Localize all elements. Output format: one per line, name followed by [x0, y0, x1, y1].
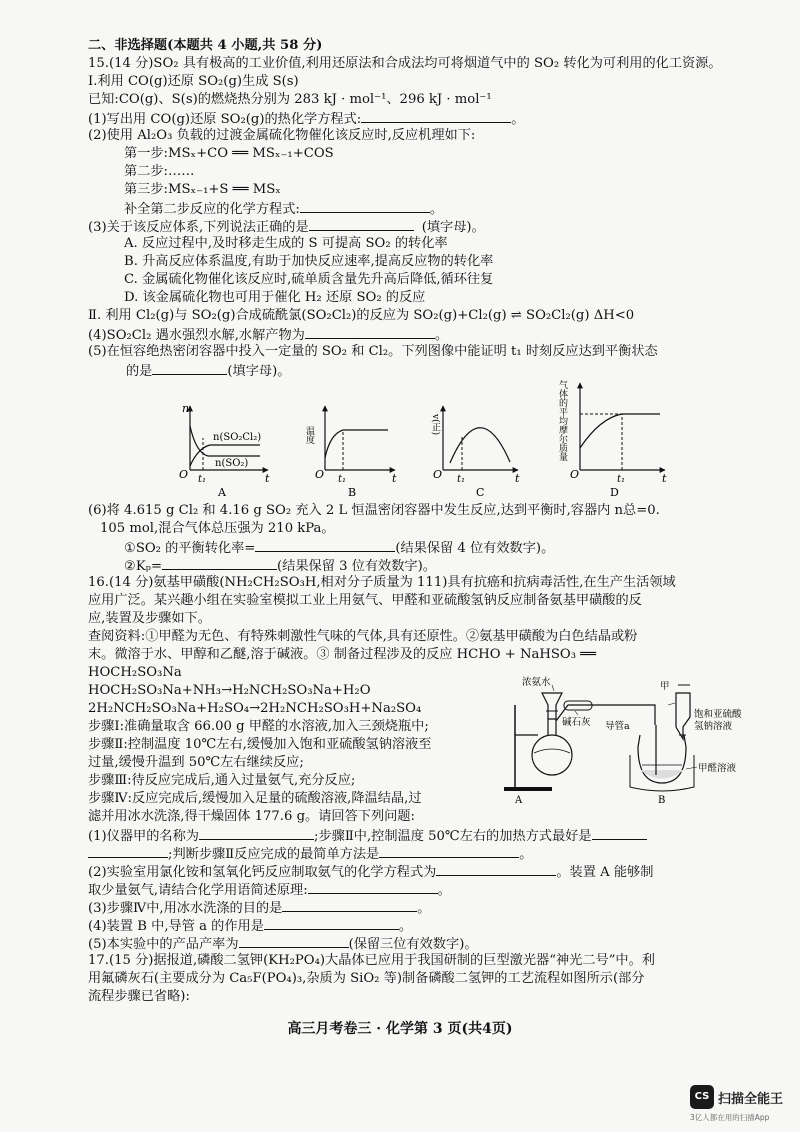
q15-line-20: 105 mol,混合气体总压强为 210 kPa。 — [100, 521, 335, 536]
q15-line-22 — [124, 557, 436, 575]
q15-line-9: 补全第二步反应的化学方程式: 。 — [124, 202, 444, 217]
q15-line-16: (4)SO₂Cl₂ 遇水强烈水解,水解产物为 。 — [88, 328, 449, 343]
graph-c-xlabel: t — [515, 472, 520, 485]
scanner-logo — [690, 1085, 800, 1130]
q15-option-b: B. 升高反应体系温度,有助于加快反应速率,提高反应物的转化率 — [124, 254, 494, 269]
graph-d-xlabel: t — [662, 472, 667, 485]
label-apparatus-b: B — [658, 795, 666, 806]
q15-q1-text: (1)写出用 CO(g)还原 SO₂(g)的热化学方程式: — [88, 112, 362, 127]
graph-c-t1: t₁ — [457, 474, 466, 485]
label-sat-solution-2: 氢钠溶液 — [694, 721, 733, 732]
q15-q6-1-text: ①SO₂ 的平衡转化率= — [124, 541, 256, 556]
graph-d-letter: D — [610, 486, 619, 499]
q16-line-6: HOCH₂SO₃Na — [88, 665, 182, 680]
answer-blank[interactable] — [436, 863, 556, 876]
graph-a-t1: t₁ — [198, 474, 207, 485]
q15-q6-2-hint: (结果保留 3 位有效数字)。 — [277, 559, 436, 574]
graph-a-curve2-label: n(SO₂) — [215, 458, 249, 469]
label-sat-solution: 饱和亚硫酸 — [694, 709, 742, 720]
label-apparatus-a: A — [515, 795, 523, 806]
graph-c — [430, 406, 520, 499]
q16-line-4: 查阅资料:①甲醛为无色、有特殊刺激性气味的气体,具有还原性。②氨基甲磺酸为白色结晶或粉 — [88, 629, 638, 644]
q16-reaction-2: HOCH₂SO₃Na+NH₃→H₂NCH₂SO₃Na+H₂O — [88, 683, 371, 698]
q16-line-5: 末。微溶于水、甲醇和乙醚,溶于碱液。③ 制备过程涉及的反应 HCHO + NaHSO₃ ══ — [88, 647, 597, 662]
q16-q5-hint: (保留三位有效数字)。 — [348, 937, 478, 952]
graphs-figure — [160, 378, 680, 498]
answer-blank[interactable] — [379, 845, 519, 858]
apparatus-b — [605, 681, 742, 806]
label-soda-lime: 碱石灰 — [562, 717, 591, 728]
q16-reaction-3: 2H₂NCH₂SO₃Na+H₂SO₄→2H₂NCH₂SO₃H+Na₂SO₄ — [88, 701, 422, 716]
q16-line-17 — [88, 863, 653, 881]
graph-a-letter: A — [218, 486, 226, 499]
q15-step-3: 第三步:MSₓ₋₁+S ══ MSₓ — [124, 182, 281, 197]
q15-line-17: (5)在恒容绝热密闭容器中投入一定量的 SO₂ 和 Cl₂。下列图像中能证明 t₁ 时刻反应达到平衡状态 — [88, 344, 658, 359]
scanner-logo-name: 扫描全能王 — [718, 1092, 784, 1107]
graph-d-origin: O — [570, 468, 580, 481]
q16-line-2: 应用广泛。某兴趣小组在实验室模拟工业上用氨气、甲醛和亚硫酸氢钠反应制备氨基甲磺酸的反 — [88, 593, 642, 608]
q17-line-1: 17.(15 分)据报道,磷酸二氢钾(KH₂PO₄)大晶体已应用于我国研制的巨型激光器“神光二号”中。利 — [88, 953, 655, 968]
q15-step-2: 第二步:…… — [124, 164, 195, 179]
apparatus-a — [504, 676, 655, 806]
answer-blank[interactable] — [88, 845, 168, 858]
q16-step-4-cont: 滤并用冰水洗涤,得干燥固体 177.6 g。请回答下列问题: — [88, 809, 415, 824]
q15-q6-1-hint: (结果保留 4 位有效数字)。 — [395, 541, 555, 556]
q16-line-1: 16.(14 分)氨基甲磺酸(NH₂CH₂SO₃H,相对分子质量为 111)具有抗癌和抗病毒活性,在生产生活领域 — [88, 575, 676, 590]
graph-a-ylabel: n — [182, 402, 190, 415]
label-ammonia: 浓氨水 — [522, 677, 551, 688]
graph-b-xlabel: t — [392, 472, 397, 485]
answer-blank[interactable] — [305, 326, 435, 339]
q15-q3-hint: (填字母)。 — [421, 220, 485, 235]
q15-q5-hint: (填字母)。 — [227, 364, 291, 379]
graph-c-ylabel: v(正) — [430, 414, 440, 436]
label-formaldehyde: 甲醛溶液 — [698, 763, 737, 774]
graph-b-t1: t₁ — [338, 474, 347, 485]
answer-blank[interactable] — [264, 917, 399, 930]
answer-blank[interactable] — [300, 200, 430, 213]
q16-line-20: (4)装置 B 中,导管 a 的作用是 。 — [88, 919, 413, 934]
answer-blank[interactable] — [361, 110, 511, 123]
q16-q5-text: (5)本实验中的产品产率为 — [88, 937, 239, 952]
label-pipe-a: 导管a — [605, 721, 630, 732]
q15-line-21 — [124, 539, 554, 557]
q15-q3-text: (3)关于该反应体系,下列说法正确的是 — [88, 220, 309, 235]
answer-blank[interactable] — [308, 881, 438, 894]
section-title: 二、非选择题(本题共 4 小题,共 58 分) — [88, 38, 323, 53]
q15-line-15: Ⅱ. 利用 Cl₂(g)与 SO₂(g)合成硫酰氯(SO₂Cl₂)的反应为 SO₂(g)+Cl₂(g) ⇌ SO₂Cl₂(g) ΔH<0 — [88, 308, 635, 323]
answer-blank[interactable] — [199, 827, 314, 840]
q16-step-4: 步骤Ⅳ:反应完成后,缓慢加入足量的硫酸溶液,降温结晶,过 — [88, 791, 422, 806]
q16-step-1: 步骤Ⅰ:准确量取含 66.00 g 甲醛的水溶液,加入三颈烧瓶中; — [88, 719, 429, 734]
answer-blank[interactable] — [162, 557, 277, 570]
q16-step-2: 步骤Ⅱ:控制温度 10℃左右,缓慢加入饱和亚硫酸氢钠溶液至 — [88, 737, 432, 752]
graph-d-ylabel: 气体的平均摩尔质量 — [557, 380, 567, 461]
q15-q5-text: 的是 — [126, 364, 153, 379]
graph-a-curve1-label: n(SO₂Cl₂) — [213, 432, 262, 443]
q16-line-19: (3)步骤Ⅳ中,用冰水洗涤的目的是 。 — [88, 901, 431, 916]
q15-q4-text: (4)SO₂Cl₂ 遇水强烈水解,水解产物为 — [88, 328, 305, 343]
answer-blank[interactable] — [255, 539, 395, 552]
answer-blank[interactable] — [592, 827, 647, 840]
q15-line-4: (1)写出用 CO(g)还原 SO₂(g)的热化学方程式: 。 — [88, 112, 525, 127]
answer-blank[interactable] — [239, 935, 349, 948]
q17-line-2: 用氟磷灰石(主要成分为 Ca₅F(PO₄)₃,杂质为 SiO₂ 等)制备磷酸二氢钾的工艺流程如图所示(部分 — [88, 971, 645, 986]
q16-q1-text-3: ;判断步骤Ⅱ反应完成的最简单方法是 — [168, 847, 380, 862]
q15-q6-2-text: ②Kₚ= — [124, 559, 162, 574]
graph-d-t1: t₁ — [617, 474, 626, 485]
graph-d — [557, 379, 667, 499]
graph-b-letter: B — [348, 486, 357, 499]
graph-a-origin: O — [179, 468, 189, 481]
answer-blank[interactable] — [152, 362, 227, 375]
q16-q3-text: (3)步骤Ⅳ中,用冰水洗涤的目的是 — [88, 901, 283, 916]
graph-a-xlabel: t — [265, 472, 270, 485]
answer-blank[interactable] — [309, 218, 414, 231]
q15-line-19: (6)将 4.615 g Cl₂ 和 4.16 g SO₂ 充入 2 L 恒温密闭容器中发生反应,达到平衡时,容器内 n总=0. — [88, 503, 660, 518]
scanner-logo-tagline: 3亿人都在用的扫描App — [690, 1113, 770, 1122]
q16-line-16: ;判断步骤Ⅱ反应完成的最简单方法是 。 — [88, 845, 532, 863]
graph-a — [179, 402, 270, 499]
label-jia: 甲 — [660, 681, 670, 692]
q15-option-d: D. 该金属硫化物也可用于催化 H₂ 还原 SO₂ 的反应 — [124, 290, 426, 305]
q15-q2-text: 补全第二步反应的化学方程式: — [124, 202, 300, 217]
graph-b-ylabel: 温度 — [304, 426, 314, 444]
q16-q2-text-3: 取少量氨气,请结合化学用语简述原理: — [88, 883, 308, 898]
q16-line-15 — [88, 827, 647, 845]
q15-line-2: Ⅰ.利用 CO(g)还原 SO₂(g)生成 S(s) — [88, 74, 299, 89]
q16-q2-text-2: 。装置 A 能够制 — [556, 865, 654, 880]
page-footer: 高三月考卷三 · 化学第 3 页(共4页) — [287, 1021, 513, 1037]
q16-line-3: 应,装置及步骤如下。 — [88, 611, 211, 626]
q16-q2-text: (2)实验室用氯化铵和氢氧化钙反应制取氨气的化学方程式为 — [88, 865, 437, 880]
answer-blank[interactable] — [282, 899, 417, 912]
q16-q1-text: (1)仪器甲的名称为 — [88, 829, 199, 844]
q17-line-3: 流程步骤已省略): — [88, 989, 190, 1004]
apparatus-figure — [490, 675, 742, 810]
q16-step-2-cont: 过量,缓慢升温到 50℃左右继续反应; — [88, 755, 304, 770]
q15-option-c: C. 金属硫化物催化该反应时,硫单质含量先升高后降低,循环往复 — [124, 272, 494, 287]
graph-b — [304, 406, 397, 499]
q15-option-a: A. 反应过程中,及时移走生成的 S 可提高 SO₂ 的转化率 — [124, 236, 448, 251]
graph-c-origin: O — [433, 468, 443, 481]
q16-q1-text-2: ;步骤Ⅱ中,控制温度 50℃左右的加热方式最好是 — [314, 829, 592, 844]
q16-line-18: 取少量氨气,请结合化学用语简述原理: 。 — [88, 883, 451, 898]
q16-line-21 — [88, 935, 478, 953]
q16-step-3: 步骤Ⅲ:待反应完成后,通入过量氨气,充分反应; — [88, 773, 356, 788]
q15-line-5: (2)使用 Al₂O₃ 负载的过渡金属硫化物催化该反应时,反应机理如下: — [88, 128, 476, 143]
graph-b-origin: O — [315, 468, 325, 481]
q15-line-1: 15.(14 分)SO₂ 具有极高的工业价值,利用还原法和合成法均可将烟道气中的 SO₂ 转化为可利用的化工资源。 — [88, 56, 722, 71]
q15-step-1: 第一步:MSₓ+CO ══ MSₓ₋₁+COS — [124, 146, 334, 161]
q15-line-3: 已知:CO(g)、S(s)的燃烧热分别为 283 kJ · mol⁻¹、296 kJ · mol⁻¹ — [88, 92, 492, 107]
scanner-logo-icon: CS — [690, 1085, 714, 1109]
q15-line-10 — [88, 218, 485, 236]
graph-c-letter: C — [476, 486, 485, 499]
q16-q4-text: (4)装置 B 中,导管 a 的作用是 — [88, 919, 264, 934]
